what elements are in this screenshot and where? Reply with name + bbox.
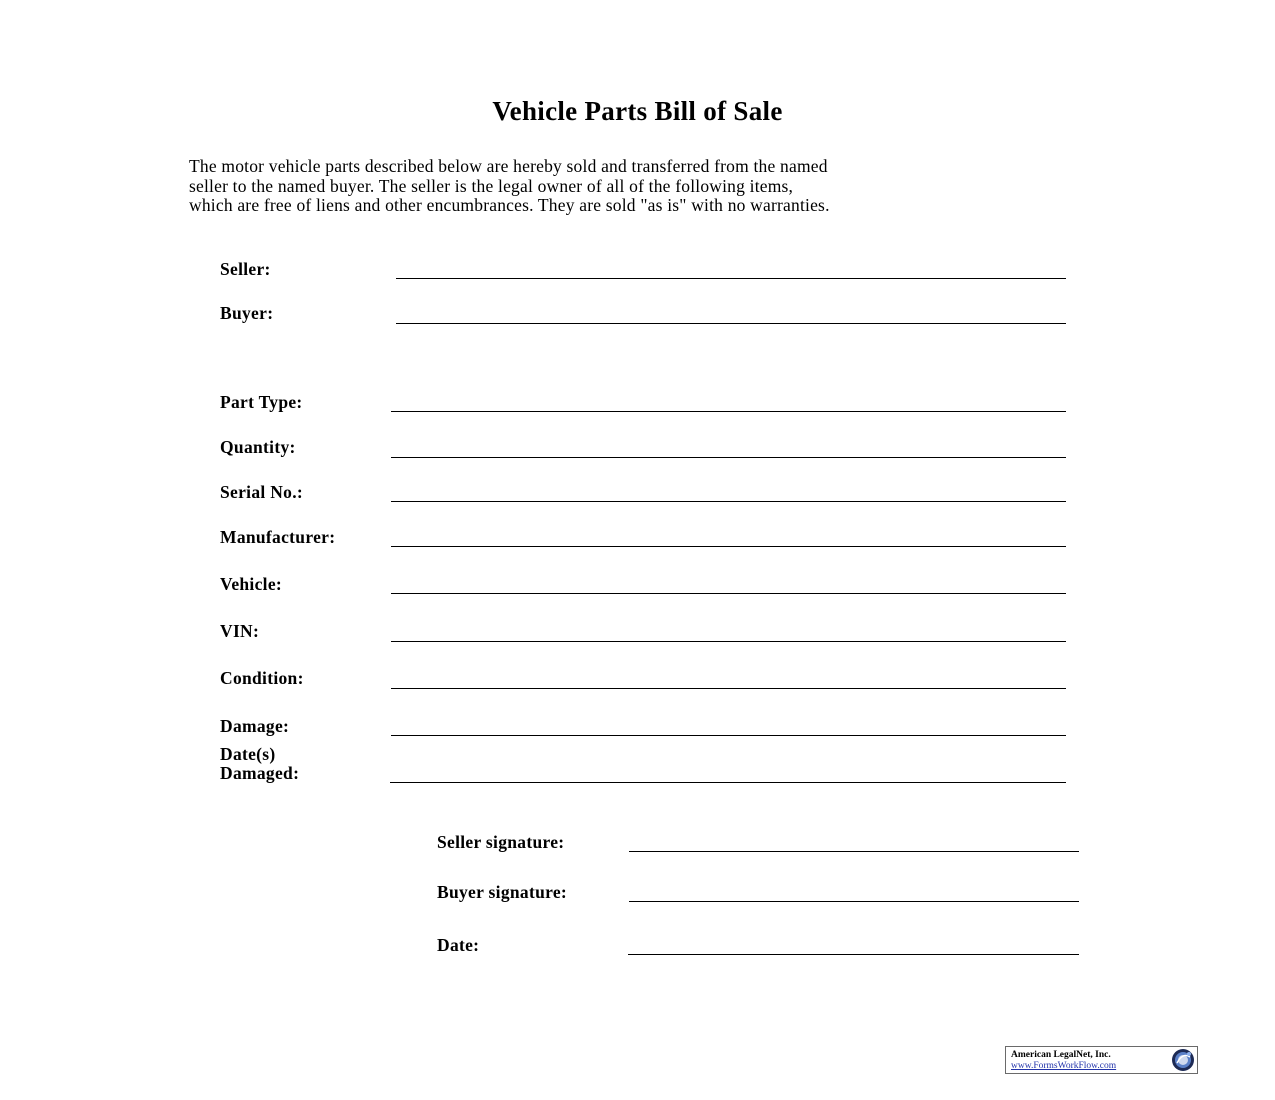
- serial-number-field[interactable]: [391, 501, 1066, 502]
- condition-label: Condition:: [220, 668, 304, 688]
- buyer-label: Buyer:: [220, 303, 274, 323]
- part-type-field[interactable]: [391, 411, 1066, 412]
- manufacturer-field[interactable]: [391, 546, 1066, 547]
- publisher-logo: [1005, 1046, 1198, 1074]
- seller-signature-label: Seller signature:: [437, 832, 565, 852]
- serial-number-label: Serial No.:: [220, 482, 304, 502]
- seller-field[interactable]: [396, 278, 1066, 279]
- quantity-label: Quantity:: [220, 437, 296, 457]
- part-type-label: Part Type:: [220, 392, 303, 412]
- vin-field[interactable]: [391, 641, 1066, 642]
- buyer-signature-field[interactable]: [629, 901, 1079, 902]
- date-label: Date:: [437, 935, 480, 955]
- document-title: Vehicle Parts Bill of Sale: [492, 96, 783, 126]
- dates-damaged-field[interactable]: [390, 782, 1066, 783]
- vehicle-label: Vehicle:: [220, 574, 283, 594]
- date-field[interactable]: [628, 954, 1079, 955]
- buyer-field[interactable]: [396, 323, 1066, 324]
- intro-paragraph: [189, 157, 1089, 216]
- condition-field[interactable]: [391, 688, 1066, 689]
- intro-line: which are free of liens and other encumbrances. They are sold "as is" with no warranties.: [189, 195, 830, 215]
- seller-label: Seller:: [220, 259, 271, 279]
- intro-line: The motor vehicle parts described below are hereby sold and transferred from the named: [189, 156, 828, 176]
- vehicle-field[interactable]: [391, 593, 1066, 594]
- dates-damaged-label-line2: Damaged:: [220, 763, 300, 783]
- globe-icon: [1171, 1048, 1195, 1072]
- seller-signature-field[interactable]: [629, 851, 1079, 852]
- intro-line: seller to the named buyer. The seller is the legal owner of all of the following items,: [189, 175, 794, 196]
- damage-label: Damage:: [220, 716, 290, 736]
- quantity-field[interactable]: [391, 457, 1066, 458]
- dates-damaged-label-line1: Date(s): [220, 744, 276, 764]
- buyer-signature-label: Buyer signature:: [437, 882, 568, 902]
- manufacturer-label: Manufacturer:: [220, 527, 336, 547]
- damage-field[interactable]: [391, 735, 1066, 736]
- vin-label: VIN:: [220, 621, 260, 641]
- publisher-url-link[interactable]: www.FormsWorkFlow.com: [1011, 1061, 1117, 1071]
- publisher-name: American LegalNet, Inc.: [1011, 1050, 1111, 1060]
